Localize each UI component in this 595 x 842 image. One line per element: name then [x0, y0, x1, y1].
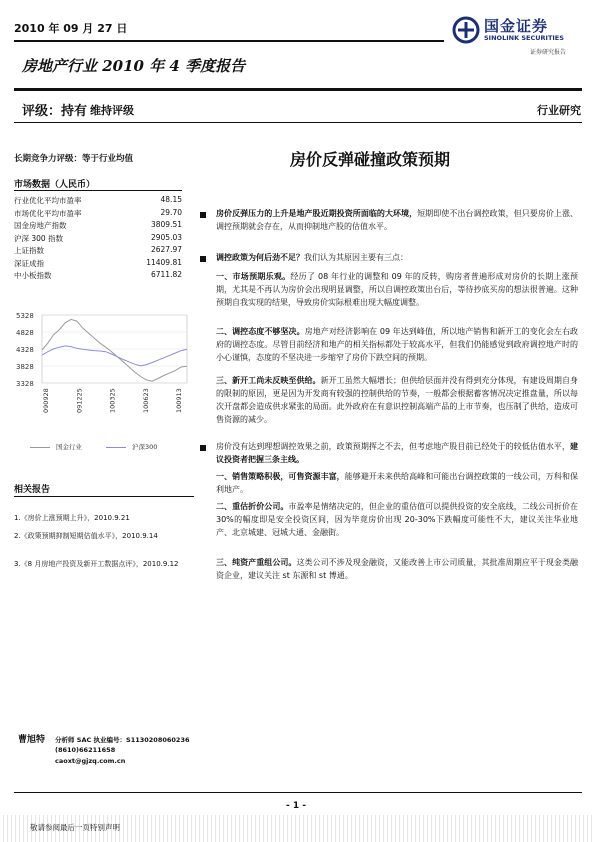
- paragraph-9: 三、纯资产重组公司。这类公司不涉及现金融资，又能改善上市公司质量，其批准周期应平于现金类融资企业，建议关注 st 东源和 st 博通。: [216, 558, 579, 580]
- market-data-value: 11409.81: [146, 257, 182, 267]
- paragraph-3: 一、市场预期乐观。经历了 08 年行业的调整和 09 年的反转，购房者普遍形成对房价的长期上涨预期，尤其是不再认为房价会出现明显调整，所以自调控政策出台后，等待抄底买房的想法很普遍。这种预期自我实现的结果，导致房价实际根难出现大幅度调整。: [216, 272, 579, 307]
- report-date: 2010 年 09 月 27 日: [14, 22, 128, 35]
- market-data-label: 上证指数: [14, 246, 44, 255]
- market-data-row: [14, 245, 182, 257]
- chart-y-tick-label: 4828: [16, 329, 34, 337]
- header-divider-top: [14, 40, 444, 42]
- related-report-2[interactable]: 2.《政策预期抑制短期估值水平》，2010.9.14: [14, 532, 158, 540]
- chart-legend: [30, 440, 180, 460]
- market-data-label: 深证成指: [14, 258, 44, 268]
- legend-label-hs300: 沪深300: [132, 443, 158, 451]
- market-data-divider: [14, 190, 182, 191]
- rating-label: 评级：持有: [22, 104, 88, 119]
- market-data-label: 沪深 300 指数: [14, 233, 64, 243]
- sinolink-logo-icon: [452, 16, 480, 44]
- market-data-row: [14, 233, 182, 245]
- paragraph-4: 二、调控态度不够坚决。房地产对经济影响在 09 年达到峰值，所以地产销售和新开工的变化会左右政府的调控态度。尽管目前经济和地产的相关指标都处于较高水平，但我们仍能感觉到政府调控地产时的小心谨慎，态度的不坚决进一步缩窄了房价下跌空间的预期。: [216, 327, 579, 362]
- chart-y-tick-label: 3328: [16, 380, 34, 388]
- maintain-rating: 维持评级: [90, 104, 134, 117]
- bullet-3: [200, 445, 206, 451]
- analyst-email[interactable]: caoxt@gjzq.com.cn: [55, 757, 126, 765]
- paragraph-6: 房价没有达到理想调控效果之前，政策预期挥之不去，但考虑地产股目前已经处于的较低估值水平，建议投资者把握三条主线。: [216, 442, 578, 464]
- related-reports-title: 相关报告: [14, 485, 51, 495]
- header-divider-thick: [14, 88, 582, 91]
- market-data-title: 市场数据（人民币）: [14, 180, 96, 190]
- legend-swatch-hs300: [106, 447, 126, 448]
- paragraph-8: 二、重估折价公司。市盈率是情绪决定的，但企业的重估值可以提供投资的安全底线，二线公司折价在 30%的幅度即是安全投资区间，因为毕竟房价出现 20-30%下跌幅度可能性不大，建议关注华业地产、北京城建、冠城大通、金融街。: [216, 502, 579, 537]
- chart-series-industry: [42, 319, 187, 381]
- paragraph-7: 一、销售策略积极，可售资源丰富，能够避开未来供给高峰和可能出台调控政策的一线公司，万科和保利地产。: [216, 472, 579, 494]
- market-data-row: [14, 220, 182, 232]
- market-data-row: [14, 208, 182, 220]
- footer-disclaimer: 敬请参阅最后一页特别声明: [30, 823, 120, 832]
- analyst-cert: 分析师 SAC 执业编号：S1130208060236: [55, 736, 190, 744]
- chart-x-tick-label: 091225: [75, 388, 84, 413]
- long-term-rating: 长期竞争力评级：等于行业均值: [14, 154, 134, 164]
- bullet-1: [200, 212, 206, 218]
- legend-label-industry: 国金行业: [56, 443, 82, 451]
- market-data-label: 国金房地产指数: [14, 221, 67, 230]
- report-category: 行业研究: [537, 104, 581, 117]
- index-chart-svg: [14, 305, 194, 435]
- paragraph-1: 房价反弹压力的上升是地产股近期投资所面临的大环境，短期即使不出台调控政策，但只要房价上涨、调控预期就会存在，从而抑制地产股的估值水平。: [216, 209, 579, 231]
- logo-subtitle: 证券研究报告: [530, 49, 567, 56]
- chart-x-tick-label: 100325: [108, 388, 117, 413]
- market-data-label: 市场优化平均市盈率: [14, 208, 82, 218]
- analyst-phone: (8610)66211658: [55, 746, 116, 754]
- related-divider: [14, 496, 194, 497]
- index-chart: [14, 305, 194, 435]
- sinolink-logo: [448, 14, 588, 58]
- chart-x-tick-label: 090928: [42, 388, 50, 413]
- related-report-1[interactable]: 1.《房价上涨预期上升》，2010.9.21: [14, 514, 130, 522]
- chart-x-tick-label: 100623: [141, 388, 150, 413]
- market-data-value: 29.70: [160, 207, 182, 217]
- market-data-value: 6711.82: [150, 270, 182, 279]
- market-data-value: 2627.97: [150, 245, 182, 254]
- bullet-2: [200, 256, 206, 262]
- chart-y-tick-label: 5328: [16, 312, 34, 320]
- chart-y-tick-label: 4328: [16, 346, 34, 354]
- footer-divider: [14, 792, 582, 793]
- market-data-row: [14, 195, 182, 207]
- market-data-value: 3809.51: [150, 220, 182, 229]
- paragraph-5: 三、新开工尚未反映至供给。新开工虽然大幅增长；但供给层面并没有得到充分体现，有建设周期自身的限制的原因，更是因为开发商有较强的控制供给的节奏，一般都会根据蓄客情况决定推盘量，所以每次开盘都会造成供求紧张的局面。此外政府在有意识控制高端产品的上市节奏，也压制了供给，造成可售资源的减少。: [216, 376, 578, 424]
- analyst-name: 曹旭特: [18, 735, 46, 745]
- legend-swatch-industry: [30, 447, 50, 448]
- chart-x-tick-label: 100913: [175, 388, 183, 413]
- logo-chinese-name: 国金证券: [484, 17, 549, 35]
- paragraph-2: 调控政策为何后劲不足？我们认为其原因主要有三点：: [216, 253, 408, 262]
- main-headline: 房价反弹碰撞政策预期: [290, 150, 451, 169]
- rating-divider: [14, 122, 582, 123]
- logo-english-name: SINOLINK SECURITIES: [484, 34, 564, 42]
- related-report-3[interactable]: 3.《8 月房地产投资及新开工数据点评》，2010.9.12: [14, 560, 179, 568]
- market-data-value: 48.15: [160, 195, 182, 204]
- market-data-row: [14, 270, 182, 282]
- market-data-label: 行业优化平均市盈率: [14, 196, 82, 205]
- chart-y-tick-label: 3828: [16, 363, 34, 371]
- market-data-row: [14, 258, 182, 270]
- page-number: - 1 -: [286, 801, 306, 811]
- market-data-label: 中小板指数: [14, 271, 52, 280]
- market-data-value: 2905.03: [150, 232, 182, 242]
- report-title: 房地产行业 2010 年 4 季度报告: [22, 57, 246, 75]
